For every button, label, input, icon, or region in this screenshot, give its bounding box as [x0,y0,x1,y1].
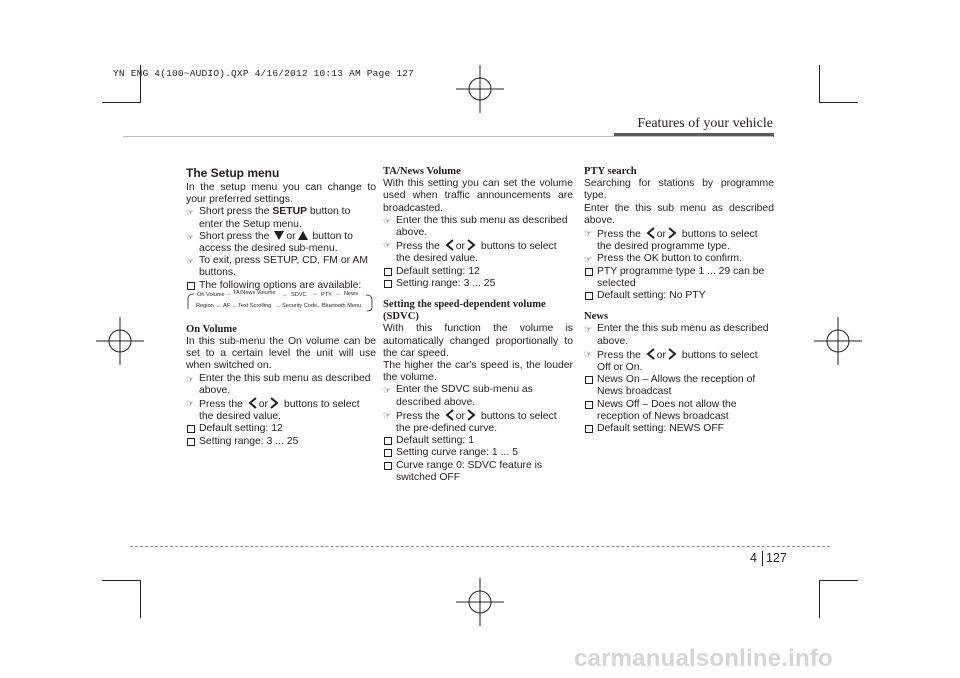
list-item: ☞ Press the or buttons to select the desired value. [383,240,557,265]
page-header-title: Features of your vehicle [637,116,773,131]
setup-key-label: SETUP [272,206,308,218]
list-item: Default setting: No PTY [584,290,774,302]
chapter-number: 4 [750,551,757,565]
arrow-down-icon [274,231,284,240]
flow-item: Text Scrolling [238,303,272,309]
arrow-up-icon [298,231,308,240]
list-item: The following options are available: [186,280,376,292]
flow-item: Region [196,303,214,309]
subsection-title: Setting the speed-dependent volume (SDVC) [383,299,546,323]
flow-item: TA/News Volume [233,290,276,296]
subsection-title: News [584,311,609,323]
flow-item: AF [223,303,231,309]
pointer-icon: ☞ [383,385,392,396]
registration-mark-top [456,65,504,113]
flow-item: Bluetooth Menu [322,303,362,309]
flow-item: Security Code [282,303,318,309]
list-item: Setting curve range: 1 ... 5 [383,447,573,459]
registration-mark-right [814,317,862,365]
checkbox-icon [585,401,593,409]
intro-text: In the setup menu you can change to your preferred settings. [186,182,376,206]
checkbox-icon [585,292,593,300]
list-item: ☞ Short press the or button to access the desired sub-menu. [186,230,353,255]
pointer-icon: ☞ [186,256,195,267]
column-3 [584,166,774,435]
checkbox-icon [384,437,392,445]
list-item: News On – Allows the reception of News broadcast [584,374,774,398]
pointer-icon: ☞ [186,207,195,218]
checkbox-icon [187,438,195,446]
pointer-icon: ☞ [584,228,593,239]
flow-item: PTY [321,292,332,298]
checkbox-icon [585,376,593,384]
page-number-value: 127 [765,551,787,565]
body-text: With this setting you can set the volume used when traffic announcements are broadcasted. [383,178,573,214]
list-item: Default setting: 1 [383,435,573,447]
registration-mark-bottom [456,578,504,626]
list-item: Default setting: 12 [186,423,376,435]
list-item: ☞ Press the or buttons to select the desired programme type. [584,228,758,253]
subsection-title: On Volume [186,323,237,335]
column-2 [383,166,573,484]
menu-flow-diagram: On Volume → TA/News Volume → SDVC → PTY → News Region ← AF ← Text Scrolling ← Security Code ← Bluetooth Menu [186,291,374,315]
chevron-left-icon [646,348,655,360]
flow-item: SDVC [291,292,307,298]
list-item: Setting range: 3 ... 25 [186,436,376,448]
subsection-title: PTY search [584,166,637,177]
body-text: Searching for stations by programme type. [584,178,774,202]
body-text: In this sub-menu the On volume can be set to a certain level the unit will use when switched on. [186,336,376,372]
subsection-title: TA/News Volume [383,166,461,177]
pointer-icon: ☞ [186,373,195,384]
list-item: Curve range 0: SDVC feature is switched OFF [383,460,573,484]
pointer-icon: ☞ [383,409,392,420]
checkbox-icon [384,462,392,470]
list-item: PTY programme type 1 ... 29 can be selected [584,266,774,290]
list-item: ☞ To exit, press SETUP, CD, FM or AM buttons. [186,255,368,279]
print-slug: YN ENG 4(100~AUDIO).QXP 4/16/2012 10:13 AM Page 127 [113,68,414,79]
list-item: ☞ Short press the SETUP button to enter the Setup menu. [186,206,351,230]
list-item: Default setting: 12 [383,266,573,278]
footer-rule [130,546,830,547]
checkbox-icon [384,449,392,457]
flow-item: On Volume [197,292,225,298]
header-rule [123,136,773,137]
chevron-left-icon [445,409,454,421]
page-number [750,551,787,565]
chevron-left-icon [646,227,655,239]
list-item: ☞ Enter the this sub menu as described above. [383,214,568,239]
checkbox-icon [187,425,195,433]
pointer-icon: ☞ [584,254,593,265]
registration-mark-left [96,317,144,365]
pointer-icon: ☞ [383,215,392,226]
body-text: Enter the this sub menu as described above. [584,202,774,226]
list-item: ☞ Press the or buttons to select Off or On. [584,348,758,374]
chevron-right-icon [467,239,476,251]
checkbox-icon [384,280,392,288]
chevron-right-icon [668,348,677,360]
list-item: News Off – Does not allow the reception of News broadcast [584,399,774,423]
body-text: The higher the car's speed is, the louder the volume. [383,360,573,384]
pointer-icon: ☞ [186,398,195,409]
list-item: ☞ Enter the this sub menu as described above. [584,323,769,347]
flow-item: News [344,291,358,297]
list-item: Setting range: 3 ... 25 [383,278,573,290]
pointer-icon: ☞ [584,324,593,335]
chevron-right-icon [467,409,476,421]
chevron-right-icon [270,397,279,409]
chevron-left-icon [248,397,257,409]
checkbox-icon [384,268,392,276]
list-item: ☞ Press the OK button to confirm. [584,253,742,265]
list-item: ☞ Enter the SDVC sub-menu as described above. [383,384,533,408]
pointer-icon: ☞ [584,348,593,359]
chevron-right-icon [668,227,677,239]
list-item: Default setting: NEWS OFF [584,423,774,435]
checkbox-icon [585,268,593,276]
checkbox-icon [585,425,593,433]
list-item: ☞ Press the or buttons to select the desired value. [186,398,360,423]
section-title: The Setup menu [186,166,280,180]
chevron-left-icon [445,239,454,251]
list-item: ☞ Enter the this sub menu as described above. [186,372,371,396]
watermark: carmanualsonline.info [574,645,833,672]
page-number-separator [762,551,763,566]
pointer-icon: ☞ [383,240,392,251]
body-text: With this function the volume is automatically changed proportionally to the car speed. [383,323,573,359]
pointer-icon: ☞ [186,231,195,242]
list-item: ☞ Press the or buttons to select the pre-defined curve. [383,409,557,435]
checkbox-icon [187,282,195,290]
